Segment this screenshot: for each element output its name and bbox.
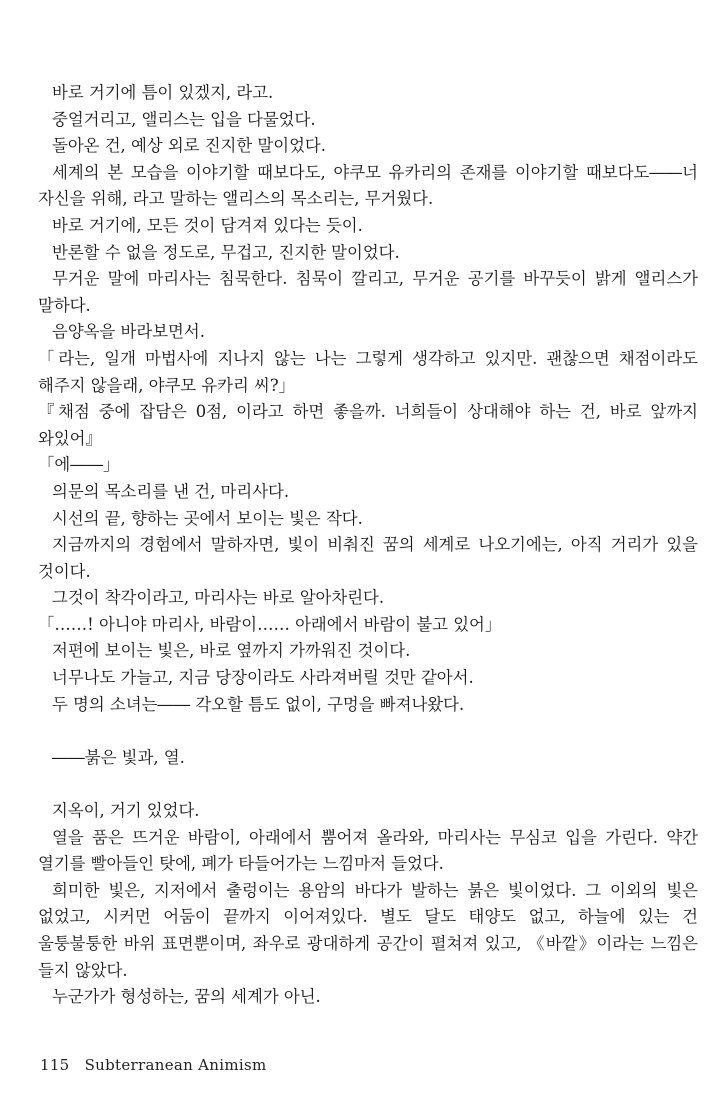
page-footer [40, 1056, 266, 1074]
paragraph: 「……! 아니야 마리사, 바람이…… 아래에서 바람이 불고 있어」 [38, 614, 502, 634]
paragraph: 『채점 중에 잡담은 0점, 이라고 하면 좋을까. 너희들이 상대해야 하는 건, 바로 앞까지 와있어』 [38, 402, 698, 448]
paragraph: 세계의 본 모습을 이야기할 때보다도, 야쿠모 유카리의 존재를 이야기할 때보다도――너 자신을 위해, 라고 말하는 앨리스의 목소리는, 무거웠다. [38, 162, 698, 209]
paragraph: 희미한 빛은, 지저에서 출렁이는 용암의 바다가 발하는 붉은 빛이었다. 그 이외의 빛은 없었고, 시커먼 어둠이 끝까지 이어져있다. 별도 달도 태양도 없고, 하늘에 있는 건 울퉁불퉁한 바위 표면뿐이며, 좌우로 광대하게 공간이 펼쳐져 있고, 《바깥》이라는 느낌은 들지 않았다. [38, 880, 698, 980]
paragraph: 돌아온 건, 예상 외로 진지한 말이었다. [52, 136, 326, 156]
paragraph: 음양옥을 바라보면서. [52, 322, 205, 342]
paragraph: 의문의 목소리를 낸 건, 마리사다. [52, 481, 290, 501]
paragraph: ――붉은 빛과, 열. [52, 747, 185, 767]
paragraph: 「에――」 [38, 455, 120, 475]
page-number: 115 [40, 1056, 70, 1074]
paragraph: 지옥이, 거기 있었다. [52, 801, 200, 821]
paragraph: 지금까지의 경험에서 말하자면, 빛이 비춰진 꿈의 세계로 나오기에는, 아직 거리가 있을 것이다. [38, 535, 698, 581]
paragraph-gap [38, 771, 698, 798]
paragraph: 「라는, 일개 마법사에 지나지 않는 나는 그렇게 생각하고 있지만. 괜찮으면 채점이라도 해주지 않을래, 야쿠모 유카리 씨?」 [38, 348, 698, 395]
paragraph: 열을 품은 뜨거운 바람이, 아래에서 뿜어져 올라와, 마리사는 무심코 입을 가린다. 약간 열기를 빨아들인 탓에, 폐가 타들어가는 느낌마저 들었다. [38, 827, 698, 874]
paragraph-gap [38, 718, 698, 745]
paragraph: 누군가가 형성하는, 꿈의 세계가 아닌. [52, 987, 321, 1007]
paragraph: 바로 거기에 틈이 있겠지, 라고. [52, 83, 274, 102]
book-title: Subterranean Animism [84, 1056, 267, 1074]
paragraph: 중얼거리고, 앨리스는 입을 다물었다. [52, 109, 316, 129]
paragraph: 두 명의 소녀는―― 각오할 틈도 없이, 구멍을 빠져나왔다. [52, 694, 465, 714]
paragraph: 그것이 착각이라고, 마리사는 바로 알아차린다. [52, 588, 385, 608]
page-body [38, 80, 698, 1011]
paragraph: 저편에 보이는 빛은, 바로 옆까지 가까워진 것이다. [52, 641, 411, 661]
paragraph: 시선의 끝, 향하는 곳에서 보이는 빛은 작다. [52, 508, 363, 528]
paragraph: 바로 거기에, 모든 것이 담겨져 있다는 듯이. [52, 215, 363, 235]
paragraph: 무거운 말에 마리사는 침묵한다. 침묵이 깔리고, 무거운 공기를 바꾸듯이 밝게 앨리스가 말하다. [38, 269, 698, 315]
paragraph: 너무나도 가늘고, 지금 당장이라도 사라져버릴 것만 같아서. [52, 668, 474, 688]
paragraph: 반론할 수 없을 정도로, 무겁고, 진지한 말이었다. [52, 242, 400, 262]
